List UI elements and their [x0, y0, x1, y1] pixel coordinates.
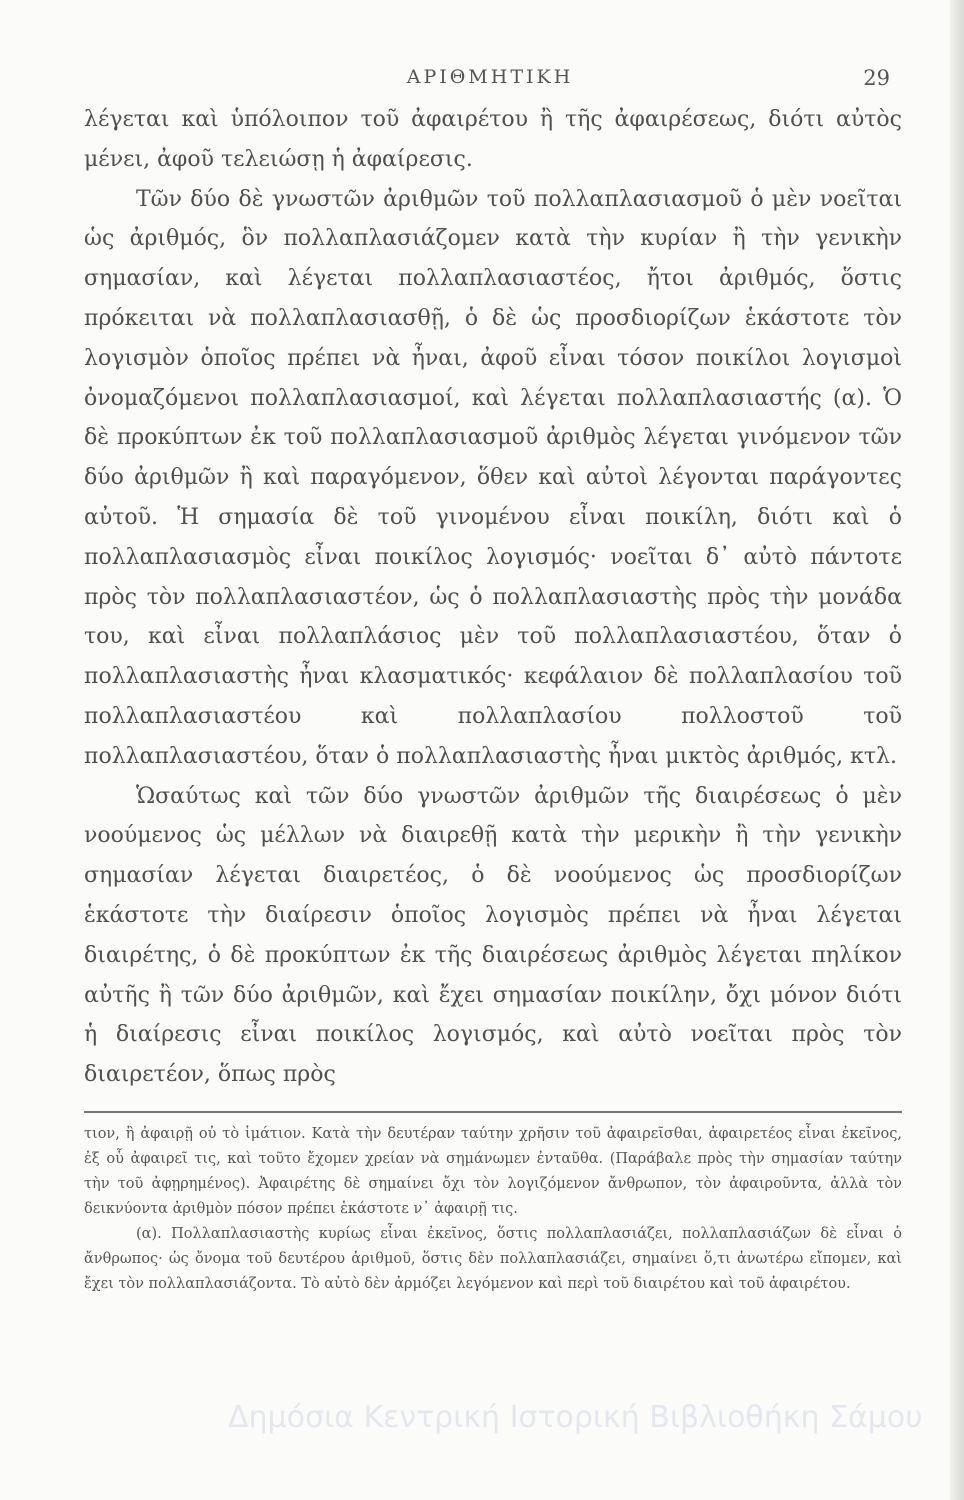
footnotes	[84, 1122, 902, 1297]
footnote-continued: τιον, ἢ ἀφαιρῇ οὐ τὸ ἱμάτιον. Κατὰ τὴν δευτέραν ταύτην χρῆσιν τοῦ ἀφαιρεῖσθαι, ἀφαιρετέος εἶναι ἐκεῖνος, ἐξ οὗ ἀφαιρεῖ τις, καὶ τοῦτο ἔχομεν χρείαν νὰ σημάνωμεν ἐνταῦθα. (Παράβαλε πρὸς τὴν σημασίαν ταύτην τὴν τοῦ ἀφῃρημένος). Ἀφαιρέτης δὲ σημαίνει ὄχι τὸν λογιζόμενον ἄνθρωπον, τὸν ἀφαιροῦντα, ἀλλὰ τὸν δεικνύοντα ἀριθμὸν πόσον πρέπει ἑκάστοτε ν᾽ ἀφαιρῇ τις.	[84, 1126, 902, 1217]
page-edge-shadow	[950, 0, 964, 1500]
footnote-a: (α). Πολλαπλασιαστὴς κυρίως εἶναι ἐκεῖνος, ὅστις πολλαπλασιάζει, πολλαπλασιάζων δὲ εἶναι ὁ ἄνθρωπος· ὡς ὄνομα τοῦ δευτέρου ἀριθμοῦ, ὅστις δὲν πολλαπλασιάζει, σημαίνει ὅ,τι ἀνωτέρω εἴπομεν, καὶ ἔχει τὸν πολλαπλασιάζοντα. Τὸ αὐτὸ δὲν ἁρμόζει λεγόμενον καὶ περὶ τοῦ διαιρέτου καὶ τοῦ ἀφαιρέτου.	[84, 1226, 902, 1292]
running-title: ΑΡΙΘΜΗΤΙΚΗ	[406, 66, 574, 88]
paragraph-multiplication: Τῶν δύο δὲ γνωστῶν ἀριθμῶν τοῦ πολλαπλασιασμοῦ ὁ μὲν νοεῖται ὡς ἀριθμός, ὃν πολλαπλασιάζομεν κατὰ τὴν κυρίαν ἢ τὴν γενικὴν σημασίαν, καὶ λέγεται πολλαπλασιαστέος, ἤτοι ἀριθμός, ὅστις πρόκειται νὰ πολλαπλασιασθῇ, ὁ δὲ ὡς προσδιορίζων ἑκάστοτε τὸν λογισμὸν ὁποῖος πρέπει νὰ ἦναι, ἀφοῦ εἶναι τόσον ποικίλοι λογισμοὶ ὀνομαζόμενοι πολλαπλασιασμοί, καὶ λέγεται πολλαπλασιαστής (α). Ὁ δὲ προκύπτων ἐκ τοῦ πολλαπλασιασμοῦ ἀριθμὸς λέγεται γινόμενον τῶν δύο ἀριθμῶν ἢ καὶ παραγόμενον, ὅθεν καὶ αὐτοὶ λέγονται παράγοντες αὐτοῦ. Ἡ σημασία δὲ τοῦ γινομένου εἶναι ποικίλη, διότι καὶ ὁ πολλαπλασιασμὸς εἶναι ποικίλος λογισμός· νοεῖται δ᾽ αὐτὸ πάντοτε πρὸς τὸν πολλαπλασιαστέον, ὡς ὁ πολλαπλασιαστὴς πρὸς τὴν μονάδα του, καὶ εἶναι πολλαπλάσιος μὲν τοῦ πολλαπλασιαστέου, ὅταν ὁ πολλαπλασιαστὴς ἦναι κλασματικός· κεφάλαιον δὲ πολλαπλασίου τοῦ πολλαπλασιαστέου καὶ πολλαπλασίου πολλοστοῦ τοῦ πολλαπλασιαστέου, ὅταν ὁ πολλαπλασιαστὴς ἦναι μικτὸς ἀριθμός, κτλ.	[84, 186, 902, 769]
paragraph-continued: λέγεται καὶ ὑπόλοιπον τοῦ ἀφαιρέτου ἢ τῆς ἀφαιρέσεως, διότι αὐτὸς μένει, ἀφοῦ τελειώσῃ ἡ ἀφαίρεσις.	[84, 107, 902, 172]
page-number: 29	[863, 66, 890, 90]
main-text	[84, 100, 902, 1095]
footnote-divider	[84, 1111, 902, 1113]
paragraph-division: Ὡσαύτως καὶ τῶν δύο γνωστῶν ἀριθμῶν τῆς διαιρέσεως ὁ μὲν νοούμενος ὡς μέλλων νὰ διαιρεθῇ κατὰ τὴν μερικὴν ἢ τὴν γενικὴν σημασίαν λέγεται διαιρετέος, ὁ δὲ νοούμενος ὡς προσδιορίζων ἑκάστοτε τὴν διαίρεσιν ὁποῖος λογισμὸς πρέπει νὰ ἦναι λέγεται διαιρέτης, ὁ δὲ προκύπτων ἐκ τῆς διαιρέσεως ἀριθμὸς λέγεται πηλίκον αὐτῆς ἢ τῶν δύο ἀριθμῶν, καὶ ἔχει σημασίαν ποικίλην, ὄχι μόνον διότι ἡ διαίρεσις εἶναι ποικίλος λογισμός, καὶ αὐτὸ νοεῖται πρὸς τὸν διαιρετέον, ὅπως πρὸς	[84, 783, 902, 1088]
page-header	[90, 66, 890, 96]
library-watermark: Δημόσια Κεντρική Ιστορική Βιβλιοθήκη Σάμου	[228, 1400, 923, 1435]
